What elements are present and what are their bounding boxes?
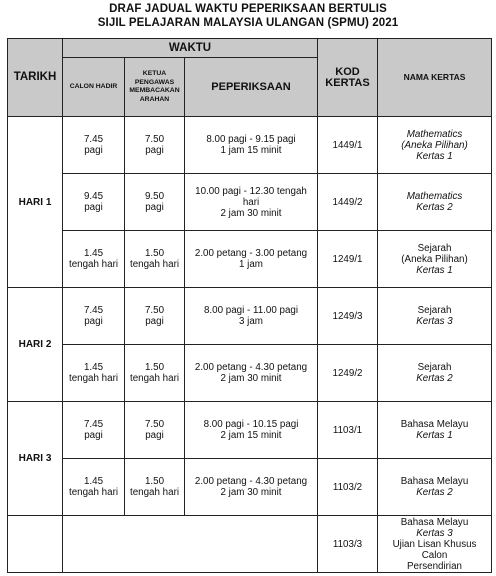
nama-kertas-cell: Mathematics Kertas 2: [378, 174, 492, 231]
nama-kertas-cell: Bahasa Melayu Kertas 2: [378, 459, 492, 516]
peperiksaan-cell: 2.00 petang - 4.30 petang 2 jam 30 minit: [185, 345, 318, 402]
table-row: [8, 174, 492, 231]
peperiksaan-cell: 2.00 petang - 4.30 petang 2 jam 30 minit: [185, 459, 318, 516]
kod-kertas-cell: 1449/1: [318, 117, 378, 174]
exam-timetable: [7, 38, 492, 573]
peperiksaan-cell: 8.00 pagi - 10.15 pagi 2 jam 15 minit: [185, 402, 318, 459]
peperiksaan-cell: 10.00 pagi - 12.30 tengah hari 2 jam 30 minit: [185, 174, 318, 231]
ketua-pengawas-cell: 1.50 tengah hari: [125, 459, 185, 516]
ketua-pengawas-cell: 7.50 pagi: [125, 288, 185, 345]
nama-kertas-cell: Sejarah Kertas 2: [378, 345, 492, 402]
empty-cell: [63, 516, 318, 573]
calon-hadir-cell: 7.45 pagi: [63, 288, 125, 345]
day-label: HARI 1: [8, 117, 63, 288]
header-nama-kertas: NAMA KERTAS: [378, 39, 492, 117]
kod-kertas-cell: 1249/2: [318, 345, 378, 402]
table-row: [8, 402, 492, 459]
day-label: HARI 3: [8, 402, 63, 516]
table-row: [8, 231, 492, 288]
nama-kertas-cell: Mathematics (Aneka Pilihan) Kertas 1: [378, 117, 492, 174]
table-row: [8, 345, 492, 402]
calon-hadir-cell: 7.45 pagi: [63, 402, 125, 459]
kod-kertas-cell: 1449/2: [318, 174, 378, 231]
header-kod-kertas: KOD KERTAS: [318, 39, 378, 117]
table-row: [8, 288, 492, 345]
calon-hadir-cell: 1.45 tengah hari: [63, 231, 125, 288]
nama-kertas-cell: Sejarah Kertas 3: [378, 288, 492, 345]
peperiksaan-cell: 8.00 pagi - 11.00 pagi 3 jam: [185, 288, 318, 345]
kod-kertas-cell: 1249/1: [318, 231, 378, 288]
kod-kertas-cell: 1103/1: [318, 402, 378, 459]
table-row: [8, 459, 492, 516]
table-row: [8, 117, 492, 174]
ketua-pengawas-cell: 7.50 pagi: [125, 402, 185, 459]
peperiksaan-cell: 2.00 petang - 3.00 petang 1 jam: [185, 231, 318, 288]
header-tarikh: TARIKH: [8, 39, 63, 117]
day-label: HARI 2: [8, 288, 63, 402]
ketua-pengawas-cell: 7.50 pagi: [125, 117, 185, 174]
nama-kertas-cell: Sejarah (Aneka Pilihan) Kertas 1: [378, 231, 492, 288]
kod-kertas-cell: 1103/3: [318, 516, 378, 573]
kod-kertas-cell: 1249/3: [318, 288, 378, 345]
calon-hadir-cell: 1.45 tengah hari: [63, 345, 125, 402]
empty-cell: [8, 516, 63, 573]
nama-kertas-cell: Bahasa Melayu Kertas 3 Ujian Lisan Khusus Calon Persendirian: [378, 516, 492, 573]
document-subtitle: SIJIL PELAJARAN MALAYSIA ULANGAN (SPMU) 2021: [97, 17, 399, 29]
ketua-pengawas-cell: 1.50 tengah hari: [125, 231, 185, 288]
header-peperiksaan: PEPERIKSAAN: [185, 58, 318, 117]
calon-hadir-cell: 7.45 pagi: [63, 117, 125, 174]
peperiksaan-cell: 8.00 pagi - 9.15 pagi 1 jam 15 minit: [185, 117, 318, 174]
table-row: [8, 516, 492, 573]
header-waktu: WAKTU: [63, 39, 318, 58]
ketua-pengawas-cell: 1.50 tengah hari: [125, 345, 185, 402]
header-ketua-pengawas: KETUA PENGAWAS MEMBACAKAN ARAHAN: [125, 58, 185, 117]
document-title: DRAF JADUAL WAKTU PEPERIKSAAN BERTULIS: [109, 3, 387, 15]
kod-kertas-cell: 1103/2: [318, 459, 378, 516]
header-calon-hadir: CALON HADIR: [63, 58, 125, 117]
calon-hadir-cell: 1.45 tengah hari: [63, 459, 125, 516]
calon-hadir-cell: 9.45 pagi: [63, 174, 125, 231]
ketua-pengawas-cell: 9.50 pagi: [125, 174, 185, 231]
nama-kertas-cell: Bahasa Melayu Kertas 1: [378, 402, 492, 459]
